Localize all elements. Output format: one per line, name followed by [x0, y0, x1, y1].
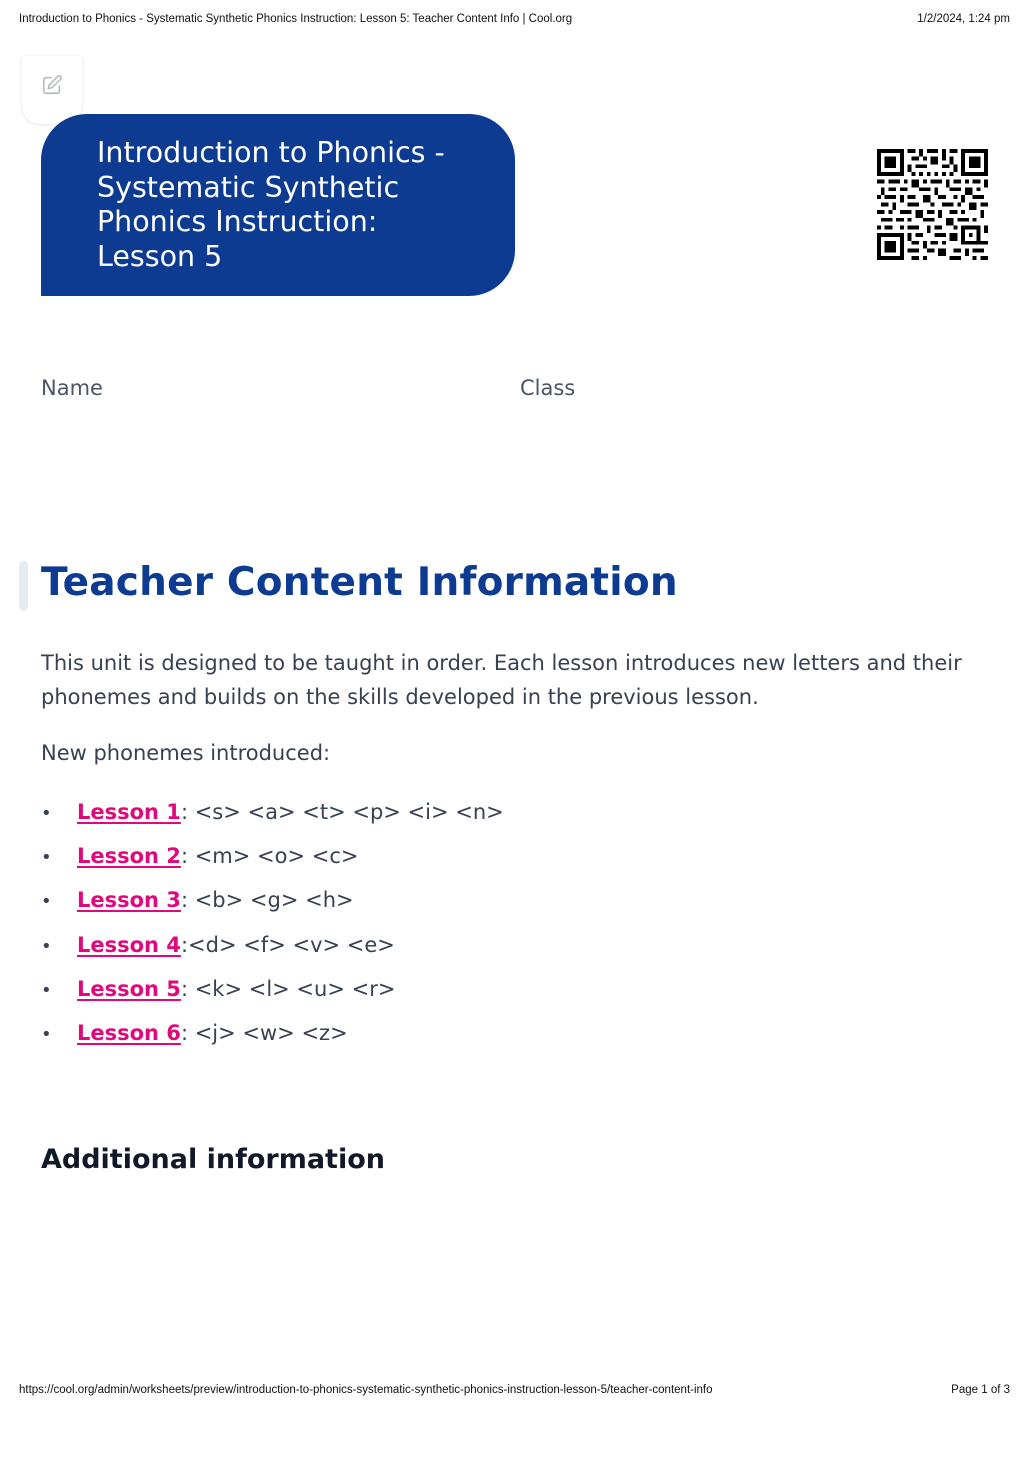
document-title: Introduction to Phonics - Systematic Synthetic Phonics Instruction: Lesson 5: Teacher Content Info | Cool.org — [19, 13, 573, 25]
lesson-5-link[interactable]: Lesson 5 — [77, 976, 181, 1001]
print-timestamp: 1/2/2024, 1:24 pm — [917, 13, 1010, 25]
edit-button[interactable] — [22, 56, 82, 124]
lesson-list — [41, 800, 504, 1065]
list-item — [41, 800, 504, 844]
list-item — [41, 844, 504, 888]
print-footer — [0, 1384, 1034, 1396]
name-label: Name — [41, 376, 103, 400]
print-header — [0, 13, 1034, 25]
phonemes-label: New phonemes introduced: — [41, 741, 331, 765]
bullet-icon: • — [41, 847, 52, 869]
student-fields — [41, 376, 981, 400]
list-item — [41, 977, 504, 1021]
phonemes: <k> <l> <u> <r> — [194, 976, 396, 1001]
additional-info-heading: Additional information — [41, 1144, 385, 1175]
edit-icon — [41, 74, 63, 100]
page-number: Page 1 of 3 — [951, 1384, 1010, 1396]
title-card — [41, 114, 515, 296]
lesson-6-link[interactable]: Lesson 6 — [77, 1020, 181, 1045]
separator: : — [180, 932, 189, 957]
bullet-icon: • — [41, 891, 52, 913]
page-url: https://cool.org/admin/worksheets/preview/introduction-to-phonics-systematic-synthetic-phonics-instruction-lesson-5/teacher-content-info — [19, 1384, 713, 1396]
qr-code-icon — [877, 149, 988, 260]
bullet-icon: • — [41, 803, 52, 824]
worksheet-title: Introduction to Phonics - Systematic Synthetic Phonics Instruction: Lesson 5 — [97, 136, 445, 273]
phonemes: <m> <o> <c> — [194, 844, 359, 869]
lesson-3-link[interactable]: Lesson 3 — [77, 888, 181, 913]
list-item — [41, 933, 504, 977]
section-title: Teacher Content Information — [41, 560, 678, 605]
separator: : — [180, 888, 195, 913]
separator: : — [180, 976, 195, 1001]
lesson-2-link[interactable]: Lesson 2 — [77, 844, 181, 869]
lesson-1-link[interactable]: Lesson 1 — [77, 800, 181, 824]
phonemes: <b> <g> <h> — [194, 888, 354, 913]
class-label: Class — [520, 376, 576, 400]
list-item — [41, 888, 504, 932]
list-item — [41, 1021, 504, 1065]
section-accent-bar — [19, 561, 28, 611]
phonemes: <j> <w> <z> — [194, 1020, 348, 1045]
phonemes: <s> <a> <t> <p> <i> <n> — [194, 800, 504, 824]
bullet-icon: • — [41, 1023, 52, 1045]
bullet-icon: • — [41, 979, 52, 1001]
separator: : — [180, 1020, 195, 1045]
separator: : — [180, 844, 195, 869]
separator: : — [180, 800, 195, 824]
phonemes: <d> <f> <v> <e> — [188, 932, 395, 957]
bullet-icon: • — [41, 935, 52, 957]
intro-paragraph: This unit is designed to be taught in order. Each lesson introduces new letters and their phonemes and builds on the skills developed in the previous lesson. — [41, 651, 962, 709]
lesson-4-link[interactable]: Lesson 4 — [77, 932, 181, 957]
